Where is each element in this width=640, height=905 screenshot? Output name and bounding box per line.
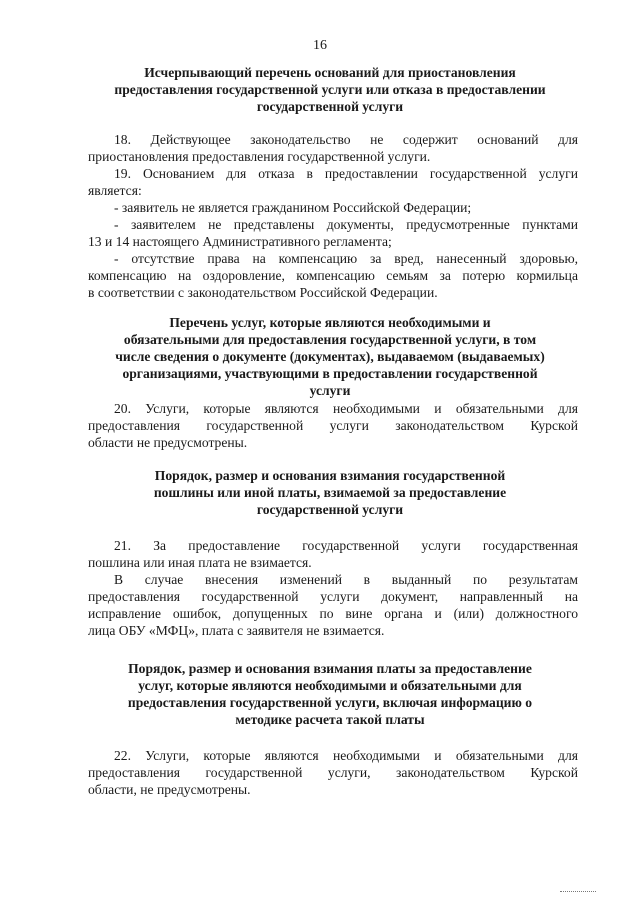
- heading-line: организациями, участвующими в предоставлении государственной: [122, 366, 538, 381]
- heading-line: государственной услуги: [256, 502, 404, 517]
- paragraph-21-amendments: [88, 571, 578, 639]
- heading-line: пошлины или иной платы, взимаемой за предоставление: [153, 485, 507, 500]
- heading-line: Исчерпывающий перечень оснований для приостановления: [144, 65, 516, 80]
- heading-line: государственной услуги: [256, 99, 404, 114]
- text-line: предоставления государственной услуги, законодательством Курской: [88, 765, 578, 780]
- text-line: является:: [88, 183, 142, 198]
- bullet-item-no-documents: [88, 216, 578, 250]
- section-heading-required-services: [80, 314, 580, 399]
- text-line: компенсацию на оздоровление, компенсацию семьям за потерю кормильца: [88, 268, 578, 283]
- paragraph-19: [88, 165, 578, 199]
- bullet-item-no-right: [88, 250, 578, 301]
- text-line: В случае внесения изменений в выданный по результатам: [114, 572, 578, 587]
- section-heading-suspension-grounds: [80, 64, 580, 115]
- section4-body: [88, 747, 578, 798]
- text-line: 18. Действующее законодательство не содержит оснований для: [114, 132, 578, 147]
- section3-body: [88, 537, 578, 639]
- text-line: предоставления государственной услуги законодательством Курской: [88, 418, 578, 433]
- paragraph-18: [88, 131, 578, 165]
- paragraph-21: [88, 537, 578, 571]
- text-line: 20. Услуги, которые являются необходимыми и обязательными для: [114, 401, 578, 416]
- bullet-item-not-citizen: [88, 199, 578, 216]
- text-line: приостановления предоставления государственной услуги.: [88, 149, 431, 164]
- text-line: предоставления государственной услуги документ, направленный на: [88, 589, 578, 604]
- heading-line: предоставления государственной услуги, включая информацию о: [127, 695, 533, 710]
- text-line: - заявитель не является гражданином Российской Федерации;: [114, 200, 472, 215]
- text-line: 21. За предоставление государственной услуги государственная: [114, 538, 578, 553]
- heading-line: методике расчета такой платы: [235, 712, 425, 727]
- page-number: 16: [313, 38, 327, 53]
- heading-line: предоставления государственной услуги или отказа в предоставлении: [114, 82, 546, 97]
- heading-line: Порядок, размер и основания взимания государственной: [154, 468, 506, 483]
- text-line: - отсутствие права на компенсацию за вред, нанесенный здоровью,: [114, 251, 578, 266]
- text-line: 19. Основанием для отказа в предоставлении государственной услуги: [114, 166, 578, 181]
- scan-mark: [560, 891, 596, 893]
- heading-line: числе сведения о документе (документах), выдаваемом (выдаваемых): [115, 349, 545, 364]
- text-line: области, не предусмотрены.: [88, 782, 251, 797]
- section2-body: [88, 400, 578, 451]
- text-line: пошлина или иная плата не взимается.: [88, 555, 312, 570]
- text-line: лица ОБУ «МФЦ», плата с заявителя не взимается.: [88, 623, 385, 638]
- heading-line: обязательными для предоставления государственной услуги, в том: [123, 332, 537, 347]
- paragraph-22: [88, 747, 578, 798]
- text-line: исправление ошибок, допущенных по вине органа и (или) должностного: [88, 606, 578, 621]
- text-line: области не предусмотрены.: [88, 435, 248, 450]
- section-heading-state-fee: [80, 467, 580, 518]
- heading-line: Перечень услуг, которые являются необходимыми и: [169, 315, 491, 330]
- text-line: 13 и 14 настоящего Административного регламента;: [88, 234, 392, 249]
- section1-body: [88, 131, 578, 301]
- paragraph-20: [88, 400, 578, 451]
- text-line: - заявителем не представлены документы, предусмотренные пунктами: [114, 217, 578, 232]
- section-heading-service-fee: [80, 660, 580, 728]
- heading-line: Порядок, размер и основания взимания платы за предоставление: [128, 661, 532, 676]
- text-line: 22. Услуги, которые являются необходимыми и обязательными для: [114, 748, 578, 763]
- heading-line: услуги: [309, 383, 351, 398]
- heading-line: услуг, которые являются необходимыми и обязательными для: [138, 678, 522, 693]
- text-line: в соответствии с законодательством Российской Федерации.: [88, 285, 438, 300]
